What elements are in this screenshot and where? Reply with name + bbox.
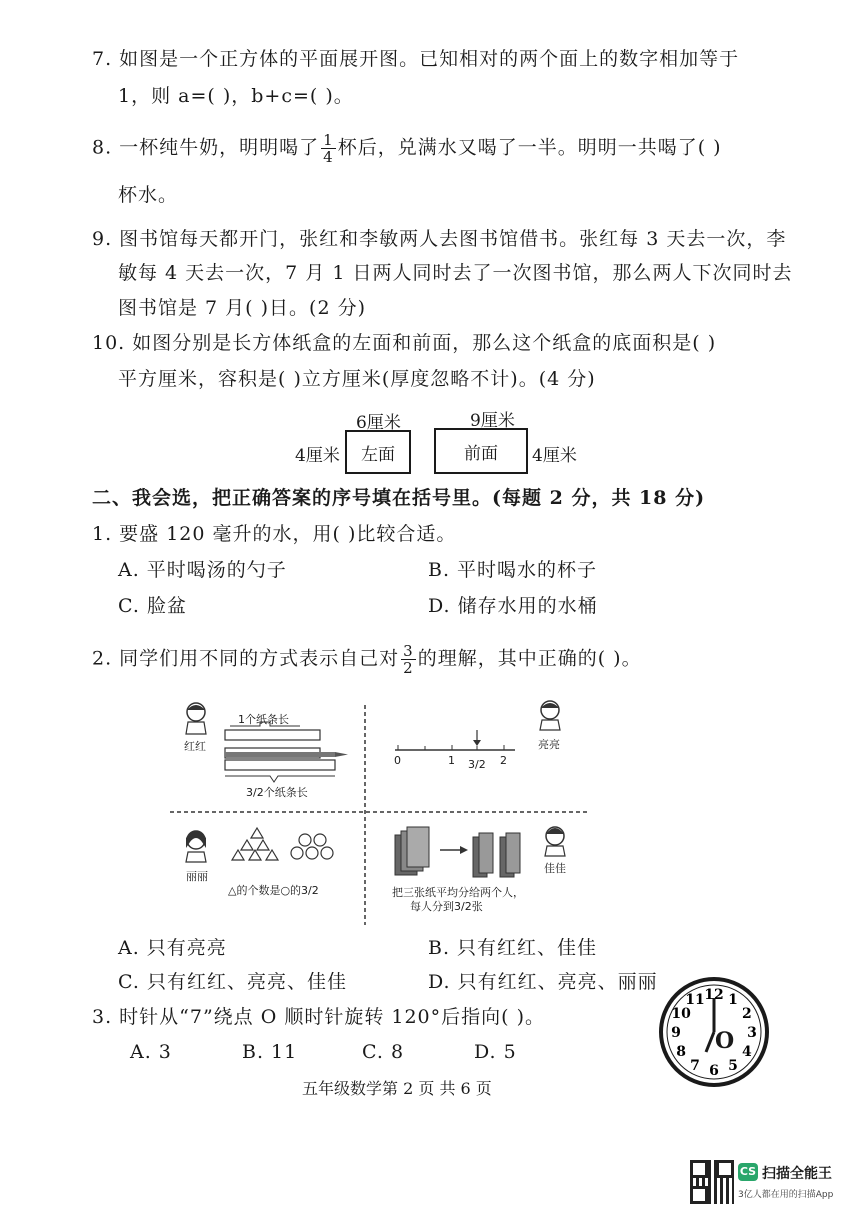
clock-numeral-11: 11 — [685, 992, 705, 1009]
q8-line1 — [92, 132, 722, 165]
c1-option-d: D. 储存水用的水桶 — [428, 595, 598, 617]
clock-numeral-2: 2 — [742, 1006, 752, 1022]
p2-name: 亮亮 — [538, 738, 560, 751]
c1-option-c: C. 脸盆 — [118, 595, 187, 617]
p3-name: 丽丽 — [186, 870, 208, 883]
c2-fraction: $\frac{3}{2}$ — [403, 642, 414, 677]
p2-tick-0: 0 — [394, 754, 401, 767]
c2-option-a: A. 只有亮亮 — [118, 937, 227, 959]
c3-option-a: A. 3 — [130, 1041, 172, 1063]
p2-tick-2: 2 — [500, 754, 507, 767]
c3-stem: 3. 时针从“7”绕点 O 顺时针旋转 120°后指向( )。 — [92, 1006, 546, 1028]
q8-fraction: $\frac{1}{4}$ — [323, 131, 334, 166]
p1-bottom-label: 3/2个纸条长 — [246, 786, 308, 799]
q8-post: 杯后，兑满水又喝了一半。明明一共喝了( ) — [337, 136, 722, 159]
front-face-length: 9厘米 — [470, 411, 515, 431]
left-face-box: 左面 — [345, 430, 411, 474]
clock-numeral-7: 7 — [690, 1057, 700, 1074]
section2-title: 二、我会选，把正确答案的序号填在括号里。(每题 2 分，共 18 分) — [92, 487, 706, 509]
clock-center-label: O — [715, 1028, 735, 1054]
c1-option-a: A. 平时喝汤的勺子 — [118, 559, 287, 581]
q10-line1: 10. 如图分别是长方体纸盒的左面和前面，那么这个纸盒的底面积是( ) — [92, 332, 717, 354]
c2-option-b: B. 只有红红、佳佳 — [428, 937, 598, 959]
q9-line2: 敏每 4 天去一次，7 月 1 日两人同时去了一次图书馆，那么两人下次同时去 — [118, 262, 793, 284]
p1-top-label: 1个纸条长 — [238, 713, 289, 726]
c1-stem: 1. 要盛 120 毫升的水，用( )比较合适。 — [92, 523, 457, 545]
clock-face-svg — [658, 976, 770, 1088]
front-face-height: 4厘米 — [532, 446, 577, 466]
clock-numeral-4: 4 — [742, 1044, 752, 1060]
c3-option-d: D. 5 — [474, 1041, 517, 1063]
p4-name: 佳佳 — [544, 862, 566, 875]
p2-tick-1: 1 — [448, 754, 455, 767]
c3-option-b: B. 11 — [242, 1041, 298, 1063]
clock-numeral-6: 6 — [709, 1063, 719, 1079]
watermark-tagline: 3亿人都在用的扫描App — [738, 1190, 834, 1200]
q9-line1: 9. 图书馆每天都开门，张红和李敏两人去图书馆借书。张红每 3 天去一次，李 — [92, 228, 787, 250]
camscanner-logo-icon: CS — [738, 1163, 758, 1181]
clock — [658, 976, 770, 1088]
clock-numeral-10: 10 — [671, 1006, 691, 1022]
c2-figure-panel — [170, 700, 590, 930]
q7-line2: 1，则 a=( )，b+c=( )。 — [118, 85, 354, 107]
qr-code-icon — [690, 1160, 734, 1204]
clock-numeral-3: 3 — [747, 1025, 757, 1041]
p3-caption: △的个数是○的3/2 — [228, 884, 319, 897]
left-face-height: 4厘米 — [295, 446, 340, 466]
q7-line1: 7. 如图是一个正方体的平面展开图。已知相对的两个面上的数字相加等于 — [92, 48, 740, 70]
page-footer: 五年级数学第 2 页 共 6 页 — [302, 1079, 492, 1098]
p1-name: 红红 — [184, 740, 206, 753]
q10-line2: 平方厘米，容积是( )立方厘米(厚度忽略不计)。(4 分) — [118, 368, 596, 390]
c2-stem: 2. 同学们用不同的方式表示自己对 $\frac{3}{2}$ 的理解，其中正确的( )。 — [92, 642, 642, 677]
c1-option-b: B. 平时喝水的杯子 — [428, 559, 598, 581]
p4-caption-1: 把三张纸平均分给两个人， — [392, 886, 524, 899]
c3-option-c: C. 8 — [362, 1041, 405, 1063]
q9-line3: 图书馆是 7 月( )日。(2 分) — [118, 297, 366, 319]
watermark-app-name: 扫描全能王 — [762, 1166, 832, 1182]
q8-pre: 8. 一杯纯牛奶，明明喝了 — [92, 136, 320, 159]
p4-caption-2: 每人分到3/2张 — [410, 900, 483, 913]
clock-numeral-12: 12 — [704, 987, 724, 1003]
clock-numeral-9: 9 — [671, 1025, 681, 1041]
q8-line2: 杯水。 — [118, 184, 179, 206]
clock-numeral-8: 8 — [676, 1044, 686, 1060]
c2-option-c: C. 只有红红、亮亮、佳佳 — [118, 971, 347, 993]
front-face-box: 前面 — [434, 428, 528, 474]
left-face-width: 6厘米 — [356, 413, 401, 433]
clock-numeral-1: 1 — [728, 992, 738, 1009]
c2-option-d: D. 只有红红、亮亮、丽丽 — [428, 971, 658, 993]
clock-numeral-5: 5 — [728, 1057, 738, 1074]
p2-mark: 3/2 — [468, 758, 486, 771]
